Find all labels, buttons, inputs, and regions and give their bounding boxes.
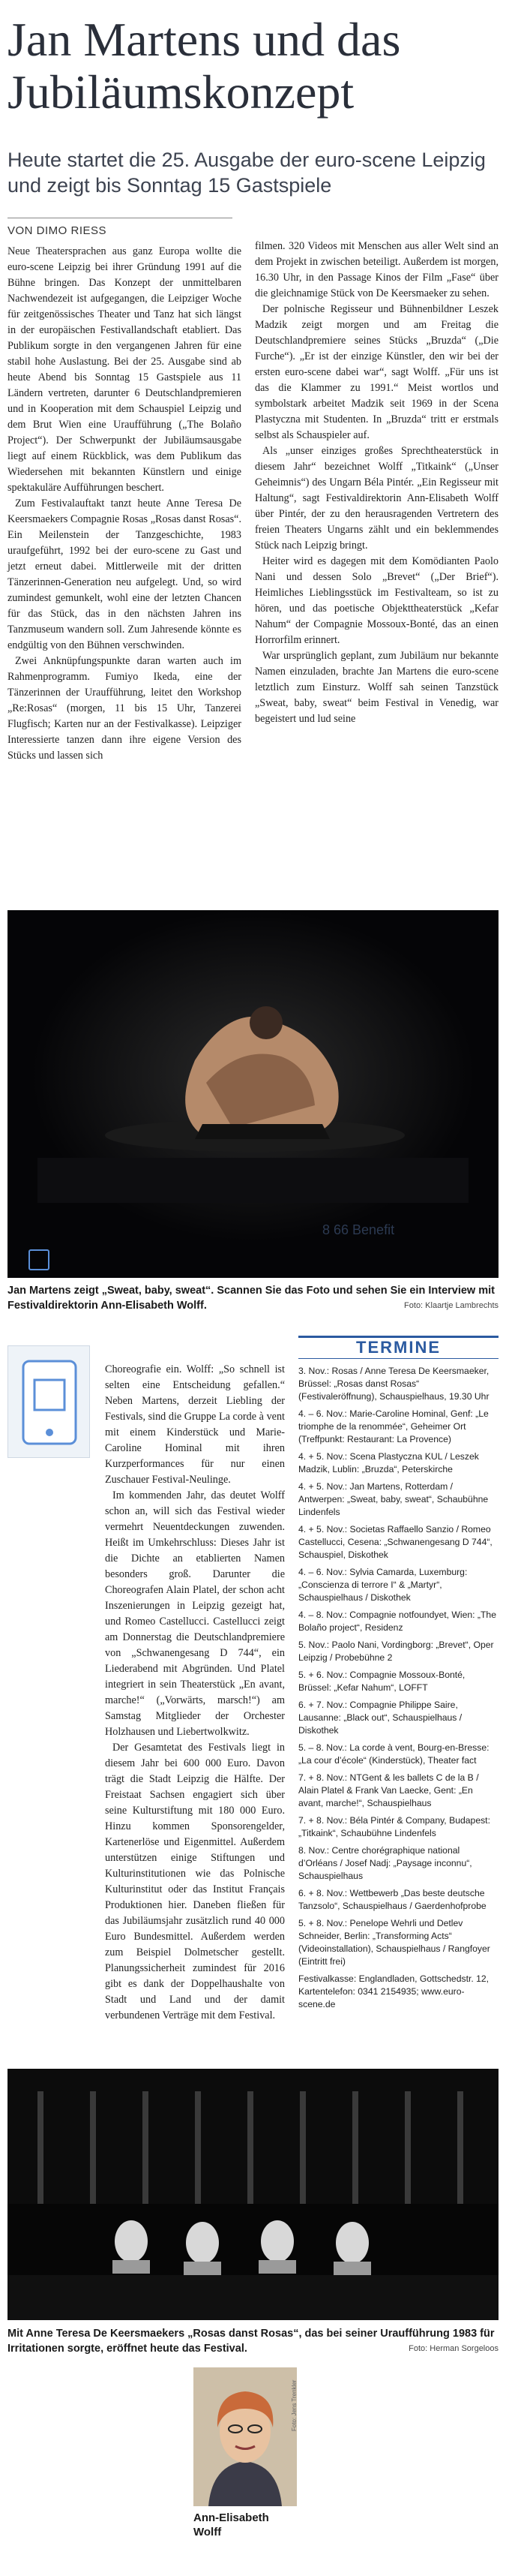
headline: Jan Martens und das Jubiläumskonzept bbox=[7, 13, 401, 119]
termine-box bbox=[298, 1336, 499, 2015]
photo2-caption: Mit Anne Teresa De Keersmaekers „Rosas danst Rosas“, das bei seiner Uraufführung 1983 für Irritationen sorgte, eröffnet heute das Festival. bbox=[7, 2328, 495, 2355]
termine-entry: 4. + 5. Nov.: Jan Martens, Rotterdam / Antwerpen: „Sweat, baby, sweat“, Schaubühne Lindenfels bbox=[298, 1481, 489, 1517]
article-column-2 bbox=[255, 239, 499, 727]
paragraph: filmen. 320 Videos mit Menschen aus aller Welt sind an dem Projekt in zwischen beteiligt. Außerdem ist morgen, 16.30 Uhr, in den Passage Kinos der Film „Fase“ über die gleichnamige Stück von De Keersmaeker zu sehen. bbox=[255, 240, 499, 299]
termine-title: TERMINE bbox=[298, 1336, 499, 1359]
termine-entry: 5. + 6. Nov.: Compagnie Mossoux-Bonté, Brüssel: „Kefar Nahum“, LOFFT bbox=[298, 1670, 466, 1693]
paragraph: Zwei Anknüpfungspunkte daran warten auch im Rahmenprogramm. Fumiyo Ikeda, eine der Tänzerinnen der Uraufführung, leitet den Workshop „Re:Rosas“ (morgen, 11 bis 15 Uhr, Tanzerei Flugfisch; Karten nur an der Festivalkasse). Leipziger Interessierte tanzen dann ihre eigene Version des Stücks und lassen sich bbox=[7, 655, 241, 762]
termine-entry: Festivalkasse: Englandladen, Gottschedstr. 12, Kartentelefon: 0341 2154935; www.euro-scene.de bbox=[298, 1973, 490, 2009]
photo2-credit: Foto: Herman Sorgeloos bbox=[409, 2344, 499, 2353]
scan-icon bbox=[28, 1249, 49, 1270]
article-column-1 bbox=[7, 244, 241, 764]
svg-text:8 66 Benefit: 8 66 Benefit bbox=[322, 1222, 395, 1237]
portrait-illustration bbox=[193, 2367, 297, 2506]
termine-entry: 3. Nov.: Rosas / Anne Teresa De Keersmaeker, Brüssel: „Rosas danst Rosas“ (Festivaleröffnung), Schauspielhaus, 19.30 Uhr bbox=[298, 1366, 490, 1402]
paragraph: Heiter wird es dagegen mit dem Komödianten Paolo Nani und dessen Solo „Brevet“ („Der Brief“). Heimliches Lieblingsstück im Festivalteam, so ist zu hören, und das poetische Objekttheaterstück „Kefar Nahum“ der Compagnie Mossoux-Bonté, das an einen Horrorfilm erinnert. bbox=[255, 555, 499, 646]
article-column-3 bbox=[105, 1362, 285, 2024]
paragraph: Neue Theatersprachen aus ganz Europa wollte die euro-scene Leipzig bei ihrer Gründung 1991 auf die Bühne bringen. Das Konzept der unmittelbaren Nachwendezeit ist aufgegangen, die Leipziger Woche für zeitgenössisches Theater und Tanz hat sich längst in der europäischen Festivallandschaft etabliert. Das Publikum sorgte in den vergangenen Jahren für eine stabil hohe Auslastung. Bei der 25. Ausgabe sind ab heute Abend bis Sonntag 15 Gastspiele aus 11 Ländern vertreten, darunter 6 Deutschlandpremieren und in Kooperation mit dem Schauspiel Leipzig und dem Brut Wien eine Uraufführung („The Bolaño Project“). Der Schwerpunkt der Jubiläumsausgabe liegt auf einem Rückblick, was dem Publikum das Wiedersehen mit bekannten Künstlern und einige spektakuläre Aufführungen beschert. bbox=[7, 245, 241, 494]
rosas-dancers-illustration bbox=[7, 2069, 499, 2320]
paragraph: Als „unser einziges großes Sprechtheaterstück in diesem Jahr“ bezeichnet Wolff „Titkaink“ („Unser Geheimnis“) des Ungarn Béla Pintér. „Ein Regisseur mit Haltung“, sagt Festivaldirektorin Ann-Elisabeth Wolff über Pintér, der zu den herausragenden Vertretern des freien Theaters Ungarns zählt und ein beklemmendes Stück nach Leipzig bringt. bbox=[255, 445, 499, 552]
paragraph: Zum Festivalauftakt tanzt heute Anne Teresa De Keersmaekers Compagnie Rosas „Rosas danst Rosas“. Ein Meilenstein der Tanzgeschichte, 1983 uraufgeführt, 1992 bei der euro-scene zu Gast und jetzt erneut dabei. Mittlerweile mit der dritten Tänzerinnen-Generation neu aufgelegt. Und, so wird zumindest gemunkelt, wohl eine der letzten Chancen für das Stück, das in den nächsten Jahren ins Tanzmuseum wandern soll. Zum Jahresende könnte es endgültig von den Bühnen verschwinden. bbox=[7, 497, 241, 651]
paragraph: Der polnische Regisseur und Bühnenbildner Leszek Madzik zeigt morgen und am Freitag die Deutschlandpremiere seines Stücks „Bruzda“ („Die Furche“). „Er ist der einzige Künstler, den wir bei der ersten euro-scene dabei war“, sagt Wolff. „Für uns ist das die Klammer zu 1991.“ Meist wortlos und symbolstark arbeitet Madzik seit 1969 in der Scena Plastyczna mit Studenten. In „Bruzda“ tritt er erstmals selbst als Schauspieler auf. bbox=[255, 303, 499, 441]
termine-entry: 6. + 8. Nov.: Wettbewerb „Das beste deutsche Tanzsolo“, Schauspielhaus / Gaerdenhofprobe bbox=[298, 1888, 487, 1911]
termine-entry: 5. + 8. Nov.: Penelope Wehrli und Detlev Schneider, Berlin: „Transforming Acts“ (Videoinstallation), Schauspielhaus / Rangfoyer (Eintritt frei) bbox=[298, 1918, 490, 1967]
paragraph: War ursprünglich geplant, zum Jubiläum nur bekannte Namen einzuladen, brachte Jan Martens die euro-scene letztlich zum Einsturz. Wolff sah seinen Tanzstück „Sweat, baby, sweat“ beim Festival in Venedig, war begeistert und lud seine bbox=[255, 650, 499, 725]
photo1-caption-block bbox=[7, 1283, 499, 1313]
termine-entry: 4. + 5. Nov.: Societas Raffaello Sanzio / Romeo Castellucci, Cesena: „Schwanengesang D 744“, Schauspiel, Diskothek bbox=[298, 1524, 493, 1560]
termine-entry: 5. – 8. Nov.: La corde à vent, Bourg-en-Bresse: „La cour d’école“ (Kinderstück), Theater fact bbox=[298, 1742, 490, 1766]
qr-scan-box bbox=[7, 1345, 90, 1458]
byline: VON DIMO RIESS bbox=[7, 218, 232, 237]
termine-entry: 4. – 8. Nov.: Compagnie notfoundyet, Wien: „The Bolaño project“, Residenz bbox=[298, 1610, 496, 1633]
subheadline: Heute startet die 25. Ausgabe der euro-scene Leipzig und zeigt bis Sonntag 15 Gastspiele bbox=[7, 149, 486, 197]
photo2-caption-block bbox=[7, 2326, 499, 2356]
portrait-credit: Foto: Jens Trenkler bbox=[291, 2379, 298, 2431]
termine-entry: 5. Nov.: Paolo Nani, Vordingborg: „Brevet“, Oper Leipzig / Probebühne 2 bbox=[298, 1640, 494, 1663]
termine-entry: 6. + 7. Nov.: Compagnie Philippe Saire, Lausanne: „Black out“, Schauspielhaus / Diskothek bbox=[298, 1700, 463, 1736]
dance-photo-rosas bbox=[7, 2069, 499, 2320]
photo1-credit: Foto: Klaartje Lambrechts bbox=[404, 1301, 499, 1310]
dancers-illustration bbox=[7, 910, 499, 1278]
termine-entry: 7. + 8. Nov.: NTGent & les ballets C de la B / Alain Platel & Frank Van Laecke, Gent: „En avant, marche!“, Schauspielhaus bbox=[298, 1772, 479, 1808]
portrait-photo bbox=[193, 2367, 297, 2506]
paragraph: Choreografie ein. Wolff: „So schnell ist selten eine Entscheidung gefallen.“ Neben Martens, derzeit Liebling der Festivals, sind die Gruppe La corde à vent mit einem Kinderstück und Marie-Caroline Hominal mit ihren Kurzperformances für nur einen Zuschauer Festival-Neulinge. bbox=[105, 1363, 285, 1486]
photo1-caption: Jan Martens zeigt „Sweat, baby, sweat“. Scannen Sie das Foto und sehen Sie ein Interview mit Festivaldirektorin Ann-Elisabeth Wolff. bbox=[7, 1285, 495, 1312]
termine-entry: 4. + 5. Nov.: Scena Plastyczna KUL / Leszek Madzik, Lublin: „Bruzda“, Peterskirche bbox=[298, 1451, 479, 1474]
portrait-name: Ann-Elisabeth Wolff bbox=[193, 2511, 269, 2538]
termine-entry: 7. + 8. Nov.: Béla Pintér & Company, Budapest: „Titkaink“, Schaubühne Lindenfels bbox=[298, 1815, 490, 1838]
paragraph: Der Gesamtetat des Festivals liegt in diesem Jahr bei 600 000 Euro. Davon trägt die Stadt Leipzig die Hälfte. Der Freistaat Sachsen engagiert sich über seine Kulturstiftung mit 180 000 Euro. Hinzu kommen Sponsorengelder, Kartenerlöse und Eigenmittel. Außerdem unterstützen einige Stiftungen und Kulturinstitutionen wie das Polnische Kulturinstitut oder das Institut Français Produktionen hier. Daneben fließen für das Jubiläumsjahr zusätzlich rund 40 000 Euro Bundesmittel. Außerdem werden zum Beispiel Dolmetscher gestellt. Planungssicherheit zumindest für 2016 gibt es dank der Doppelhaushalte von Stadt und Land und der damit verbundenen Verträge mit dem Festival. bbox=[105, 1742, 285, 2021]
scan-app-icon bbox=[8, 1346, 91, 1459]
termine-entry: 8. Nov.: Centre chorégraphique national d’Orléans / Josef Nadj: „Paysage inconnu“, Schauspielhaus bbox=[298, 1845, 472, 1881]
termine-entry: 4. – 6. Nov.: Sylvia Camarda, Luxemburg: „Conscienza di terrore I“ & „Martyr“, Schauspielhaus / Diskothek bbox=[298, 1567, 468, 1603]
paragraph: Im kommenden Jahr, das deutet Wolff schon an, will sich das Festival wieder vermehrt Neuentdeckungen zuwenden. Heißt im Umkehrschluss: Dieses Jahr ist die Dichte an etablierten Namen besonders groß. Darunter die Choreografen Alain Platel, der schon acht Inszenierungen in Leipzig gezeigt hat, und Romeo Castellucci. Castellucci zeigt am Donnerstag die Deutschlandpremiere von „Schwanengesang D 744“, ein Liederabend mit Abgründen. Und Platel integriert in sein Theaterstück „En avant, marche!“ („Vorwärts, marsch!“) am Samstag Mitglieder der Orchester Holzhausen und Liebertwolkwitz. bbox=[105, 1489, 285, 1738]
termine-entry: 4. – 6. Nov.: Marie-Caroline Hominal, Genf: „Le triomphe de la renommée“, Geheimer Ort (Treffpunkt: Restaurant: La Provence) bbox=[298, 1408, 489, 1444]
dance-photo-jan-martens bbox=[7, 910, 499, 1278]
